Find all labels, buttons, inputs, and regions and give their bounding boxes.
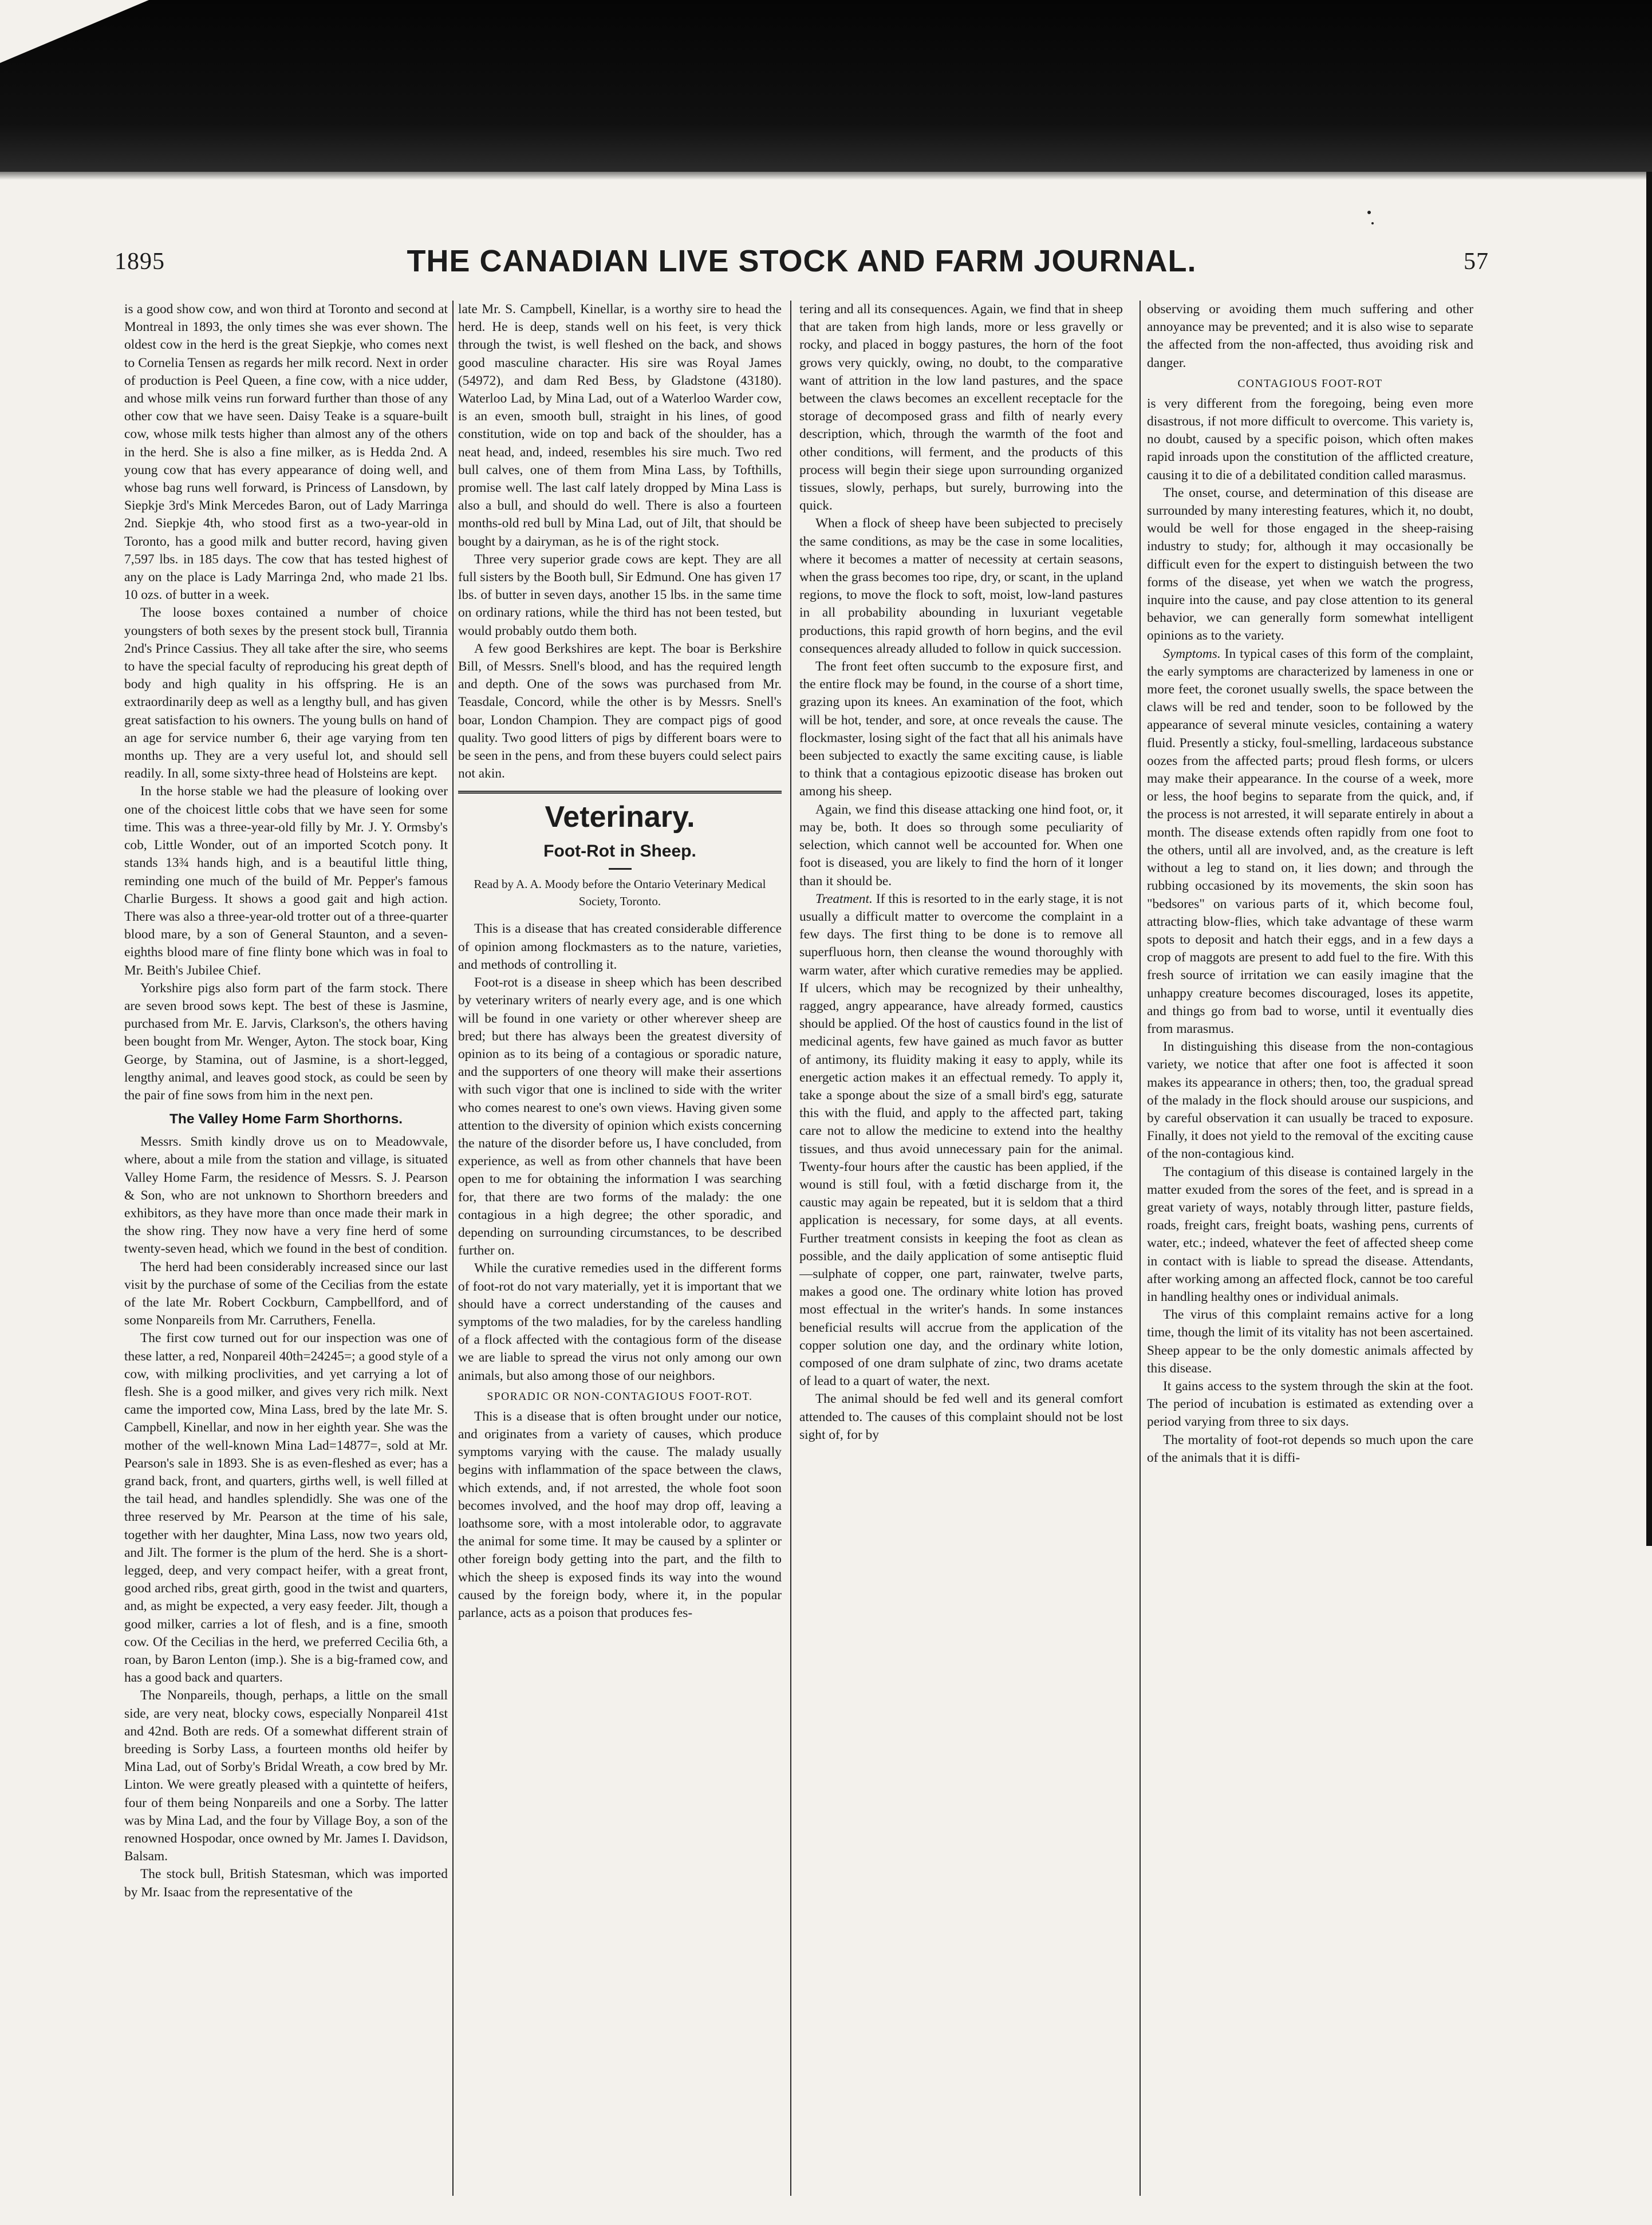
section-divider [458,791,782,794]
column-rule [1140,301,1141,2196]
paragraph: In the horse stable we had the pleasure of looking over one of the choicest little cobs that we have seen for some time. This was a three-year-old filly by Mr. J. Y. Ormsby's cob, Little Wonder, out of an imported Scotch pony. It stands 13¾ hands high, and is a beautiful little thing, reminding one much of the build of Mr. Pepper's famous Charlie Burgess. It shows a good gait and high action. There was also a three-year-old trotter out of a three-quarter blood mare, by a son of General Staunton, and a seven-eighths blood mare of fine flinty bone which was in foal to Mr. Beith's Jubilee Chief. [124,784,448,978]
paragraph [799,890,1123,1391]
paragraph: This is a disease that has created considerable difference of opinion among flockmasters as to the nature, varieties, and methods of controlling it. [458,921,782,972]
paragraph-text: In typical cases of this form of the complaint, the early symptoms are characterized by lameness in one or more feet, the coronet usually swells, the space between the claws will be red and tender, soon to be followed by the appearance of several minute vesicles, containing a watery fluid. Presently a sticky, foul-smelling, lardaceous substance oozes from the affected parts; proud flesh forms, or ulcers may make their appearance. In the course of a week, more or less, the hoof begins to separate from the quick, and, if the process is not arrested, it will separate entirely in about a month. The disease extends often rapidly from one foot to the others, until all are involved, and, as the creature is left without a leg to stand on, it lies down; and through the rubbing occasioned by its movements, the skin soon has "bedsores" on various parts of it, which become foul, attracting blow-flies, which take advantage of these warm spots to deposit and hatch their eggs, and in a few days a crop of maggots are present to add fuel to the fire. With this fresh source of irritation we can easily imagine that the unhappy creature becomes discouraged, loses its appetite, and things go from bad to worse, until it eventually dies from marasmus. [1147,646,1473,1036]
article-byline: Read by A. A. Moody before the Ontario Veterinary Medical Society, Toronto. [474,877,766,909]
column-rule [452,301,454,2196]
paragraph: The loose boxes contained a number of choice youngsters of both sexes by the present stock bull, Tirannia 2nd's Prince Cassius. They all take after the sire, who seems to have the special faculty of reproducing his great depth of body and high quality in his offspring. He is an extraordinarily deep as well as a lengthy bull, and has given great satisfaction to his owners. The young bulls on hand of an age for service number 6, their age varying from ten months up. They are a very useful lot, and should sell readily. In all, some sixty-three head of Holsteins are kept. [124,605,448,782]
paragraph: Messrs. Smith kindly drove us on to Meadowvale, where, about a mile from the station and village, is situated Valley Home Farm, the residence of Messrs. S. J. Pearson & Son, who are not unknown to Shorthorn breeders and exhibitors, as they have more than once made their mark in the show ring. They now have a very fine herd of some twenty-seven head, which we found in the best of condition. [124,1134,448,1257]
paragraph: It gains access to the system through the skin at the foot. The period of incubation is estimated as extending over a period varying from three to six days. [1147,1378,1473,1430]
column-2 [458,301,782,2207]
paragraph: tering and all its consequences. Again, we find that in sheep that are taken from high lands, more or less gravelly or rocky, and placed in boggy pastures, the horn of the foot grows very quickly, owing, no doubt, to the comparative want of attrition in the low land pastures, and the space between the claws becomes an excellent receptacle for the storage of decomposed grass and filth of nearly every description, which, through the warmth of the foot and other conditions, will ferment, and the products of this process will begin their siege upon surrounding organized tissues, slowly, perhaps, but surely, burrowing into the quick. [799,302,1123,514]
section-title: Veterinary. [545,800,695,834]
column-3 [799,301,1123,2207]
paragraph: The stock bull, British Statesman, which was imported by Mr. Isaac from the representative of the [124,1867,448,1900]
page-number: 57 [1464,248,1489,275]
paragraph: The onset, course, and determination of this disease are surrounded by many interesting features, which it, no doubt, would be well for those engaged in the sheep-raising industry to study; for, although it may occasionally be difficult even for the expert to distinguish between the two forms of the disease, yet when we watch the progress, inquire into the cause, and pay close attention to its general behavior, we can generally form somewhat intelligent opinions as to the variety. [1147,485,1473,644]
paragraph-lead: Symptoms. [1163,646,1221,661]
paragraph: Three very superior grade cows are kept. They are all full sisters by the Booth bull, Sir Edmund. One has given 17 lbs. of butter in seven days, another 15 lbs. in the same time on ordinary rations, while the third has not been tested, but would probably outdo them both. [458,551,782,638]
paragraph: Yorkshire pigs also form part of the farm stock. There are seven brood sows kept. The best of these is Jasmine, purchased from Mr. E. Jarvis, Clarkson's, the others having been bought from Mr. Wenger, Ayton. The stock boar, King George, by Stamina, out of Jasmine, is a short-legged, lengthy animal, and leaves good stock, as could be seen by the pair of fine sows from him in the next pen. [124,980,448,1103]
journal-title: THE CANADIAN LIVE STOCK AND FARM JOURNAL. [407,244,1197,278]
paragraph-text: If this is resorted to in the early stage, it is not usually a difficult matter to overcome the complaint in a few days. The first thing to be done is to remove all superfluous horn, then cleanse the wound thoroughly with warm water, after which curative remedies may be applied. If ulcers, which may be recognized by their unhealthy, ragged, angry appearance, have already formed, caustics should be applied. Of the host of caustics found in the list of medicinal agents, few have gained as much favor as butter of antimony, its fluidity making it easy to apply, while its energetic action makes it an effectual remedy. To apply it, take a sponge about the size of a small bird's egg, saturate this with the fluid, and apply to the affected part, taking care not to allow the medicine to extend into the healthy tissues, and thus avoid unnecessary pain for the animal. Twenty-four hours after the caustic has been applied, if the wound is still foul, with a fœtid discharge from it, the caustic may again be repeated, but it is seldom that a third application is necessary, for some days, at all events. Further treatment consists in keeping the foot as clean as possible, and the daily application of some antiseptic fluid—sulphate of copper, one part, rainwater, twelve parts, makes a good one. The ordinary white lotion has proved most effectual in the writer's hands. In some instances beneficial results will accrue from the application of the copper solution one day, and the ordinary white lotion, composed of one dram sulphate of zinc, two drams acetate of lead to a quart of water, the next. [799,891,1123,1389]
paragraph: When a flock of sheep have been subjected to precisely the same conditions, as may be the case in some localities, where it becomes a matter of necessity at certain seasons, when the grass becomes too ripe, dry, or scant, in the upland regions, to move the flock to soft, moist, low-land pastures in all probability abounding in luxuriant vegetable productions, this rapid growth of horn begins, and the evil consequences already alluded to follow in quick succession. [799,516,1123,656]
page-header [115,243,1489,283]
paragraph: is a good show cow, and won third at Toronto and second at Montreal in 1893, the only times she was ever shown. The oldest cow in the herd is the great Siepkje, who comes next to Cornelia Tensen as regards her milk record. Next in order of production is Peel Queen, a fine cow, with a nice udder, and whose milk veins run forward further than those of any other cow that we have seen. Daisy Teake is a square-built cow, whose milk tests higher than almost any of the others in the herd. She is also a fine milker, as is Hedda 2nd. A young cow that has every appearance of doing well, and whose bag runs well forward, is Princess of Lansdown, by Siepkje 3rd's Mink Mercedes Baron, out of Lady Marringa 2nd. Siepkje 4th, who stood first as a two-year-old in Toronto, has a good milk and butter record, having given 7,597 lbs. in 185 days. The cow that has tested highest of any on the place is Lady Marringa 2nd, who made 21 lbs. 10 ozs. of butter in a week. [124,302,448,603]
article-title: Foot-Rot in Sheep. [543,842,696,861]
paragraph-lead: Treatment. [815,891,873,906]
paragraph: is very different from the foregoing, being even more disastrous, if not more difficult to overcome. This variety is, no doubt, caused by a specific poison, which often makes rapid inroads upon the constitution of the afflicted creature, causing it to die of a debilitated condition called marasmus. [1147,396,1473,483]
paragraph: A few good Berkshires are kept. The boar is Berkshire Bill, of Messrs. Snell's blood, and has the required length and depth. One of the sows was purchased from Mr. Teasdale, Concord, while the other is by Messrs. Snell's boar, London Champion. They are compact pigs of good quality. Two good litters of pigs by different boars were to be seen in the pens, and from these buyers could select pairs not akin. [458,641,782,782]
column-4 [1147,301,1473,2207]
paragraph: The Nonpareils, though, perhaps, a little on the small side, are very neat, blocky cows, especially Nonpareil 41st and 42nd. Both are reds. Of a somewhat different strain of breeding is Sorby Lass, a fourteen months old heifer by Mina Lad, out of Sorby's Bridal Wreath, a cow bred by Mr. Linton. We were greatly pleased with a quintette of heifers, four of them being Nonpareils and one a Sorby. The latter was by Mina Lad, and the four by Village Boy, a son of the renowned Hospodar, once owned by Mr. James I. Davidson, Balsam. [124,1688,448,1864]
scan-speck [1371,222,1374,224]
paragraph: While the curative remedies used in the different forms of foot-rot do not vary materially, yet it is important that we should have a correct understanding of the causes and symptoms of the two maladies, for by the careless handling of a flock affected with the contagious form of the disease we are liable to spread the virus not only among our own animals, but also among those of our neighbors. [458,1261,782,1383]
paragraph [1147,645,1473,1038]
paragraph: The contagium of this disease is contained largely in the matter exuded from the sores of the feet, and is spread in a great variety of ways, notably through litter, pasture fields, roads, freight cars, freight boats, washing pens, currents of water, etc.; indeed, whatever the feet of affected sheep come in contact with is liable to spread the disease. Attendants, after working among an affected flock, cannot be too careful in handling healthy ones or individual animals. [1147,1164,1473,1304]
subheading: CONTAGIOUS FOOT-ROT [1237,377,1383,390]
paragraph: late Mr. S. Campbell, Kinellar, is a worthy sire to head the herd. He is deep, stands well on his feet, is very thick through the twist, is well fleshed on the back, and shows good masculine character. His sire was Royal James (54972), and dam Red Bess, by Gladstone (43180). Waterloo Lad, by Mina Lad, out of a Waterloo Warder cow, is an even, smooth bull, straight in his lines, of good constitution, wide on top and back of the shoulder, has a neat head, and, indeed, resembles his sire much. Two red bull calves, one of them from Mina Lass, by Tofthills, promise well. The last calf lately dropped by Mina Lass is also a bull, and should do well. There is also a fourteen months-old red bull by Mina Lad, out of Jilt, that should be bought by a dairyman, as he is of the right stock. [458,302,782,549]
scan-right-edge [1646,172,1652,1546]
paragraph: observing or avoiding them much suffering and other annoyance may be prevented; and it is also wise to separate the affected from the non-affected, thus avoiding risk and danger. [1147,302,1473,370]
scan-torn-corner [0,0,149,63]
paragraph: Foot-rot is a disease in sheep which has been described by veterinary writers of nearly every age, and is one which will be found in one variety or other wherever sheep are bred; but there has always been the greatest diversity of opinion as to its being of a contagious or sporadic nature, and the supporters of one theory will make their assertions with such vigor that one is inclined to side with the writer who comes nearest to one's own views. Having given some attention to the diversity of opinion which exists concerning the nature of the disorder before us, I have concluded, from experience, as well as from other channels that have been open to me for obtaining the information I was searching for, that there are two forms of the malady: the one contagious in a high degree; the other sporadic, and depending on surrounding circumstances, to be described further on. [458,975,782,1259]
paragraph: This is a disease that is often brought under our notice, and originates from a variety of causes, which produce symptoms varying with the cause. The malady usually begins with inflammation of the space between the claws, which extends, and, if not arrested, the whole foot soon becomes involved, and the hoof may drop off, leaving a loathsome sore, with a most intolerable odor, to aggravate the animal for some time. It may be caused by a splinter or other foreign body getting into the part, and the filth to which the sheep is exposed finds its way into the wound caused by the foreign body, where it, in the popular parlance, acts as a poison that produces fes- [458,1409,782,1620]
paragraph: Again, we find this disease attacking one hind foot, or, it may be, both. It does so through some peculiarity of selection, which cannot well be accounted for. When one foot is diseased, you are likely to find the horn of it longer than it should be. [799,802,1123,889]
scan-speck [1367,211,1371,214]
scan-dark-border [0,0,1652,172]
page-year: 1895 [115,248,165,275]
title-rule [609,868,632,870]
subheading: SPORADIC OR NON-CONTAGIOUS FOOT-ROT. [487,1390,753,1403]
paragraph: The mortality of foot-rot depends so much upon the care of the animals that it is diffi- [1147,1432,1473,1465]
paragraph: In distinguishing this disease from the non-contagious variety, we notice that after one foot is affected it soon makes its appearance in others; then, too, the gradual spread of the malady in the flock should arouse our suspicions, and by careful observation it can usually be traced to exposure. Finally, it does not yield to the removal of the exciting cause of the non-contagious kind. [1147,1039,1473,1162]
section-heading: The Valley Home Farm Shorthorns. [169,1111,403,1127]
paragraph: The first cow turned out for our inspection was one of these latter, a red, Nonpareil 40th=24245=; a good style of a cow, with milking proclivities, and yet carrying a lot of flesh. She is a good milker, and gives very rich milk. Next came the imported cow, Mina Lass, bred by the late Mr. S. Campbell, Kinellar, and now in her eighth year. She was the mother of the well-known Mina Lad=14877=, sold at Mr. Pearson's sale in 1893. She is as even-fleshed as ever; has a grand back, front, and quarters, girths well, is well filled at the tail head, and handles splendidly. She was one of the three reserved by Mr. Pearson at the time of his sale, together with her daughter, Mina Lass, now two years old, and Jilt. The former is the plum of the herd. She is a short-legged, deep, and very compact heifer, with a great front, good arched ribs, great girth, good in the twist and quarters, and, as might be expected, a very easy feeder. Jilt, though a good milker, carries a lot of flesh, and is a fine, smooth cow. Of the Cecilias in the herd, we preferred Cecilia 6th, a roan, by Baron Lenton (imp.). She is a big-framed cow, and has a good back and quarters. [124,1331,448,1686]
paragraph: The virus of this complaint remains active for a long time, though the limit of its vitality has not been ascertained. Sheep appear to be the only domestic animals affected by this disease. [1147,1307,1473,1376]
paragraph: The front feet often succumb to the exposure first, and the entire flock may be found, in the course of a short time, grazing upon its knees. An examination of the foot, which will be hot, tender, and sore, at once reveals the cause. The flockmaster, losing sight of the fact that all his animals have been subjected to exactly the same exciting cause, is liable to think that a contagious epizootic disease has broken out among his sheep. [799,659,1123,799]
column-1 [124,301,448,2207]
paragraph: The animal should be fed well and its general comfort attended to. The causes of this complaint should not be lost sight of, for by [799,1391,1123,1442]
paragraph: The herd had been considerably increased since our last visit by the purchase of some of the Cecilias from the estate of the late Mr. Robert Cockburn, Campbellford, and of some Nonpareils from Mr. Carruthers, Fenella. [124,1259,448,1328]
column-rule [790,301,791,2196]
